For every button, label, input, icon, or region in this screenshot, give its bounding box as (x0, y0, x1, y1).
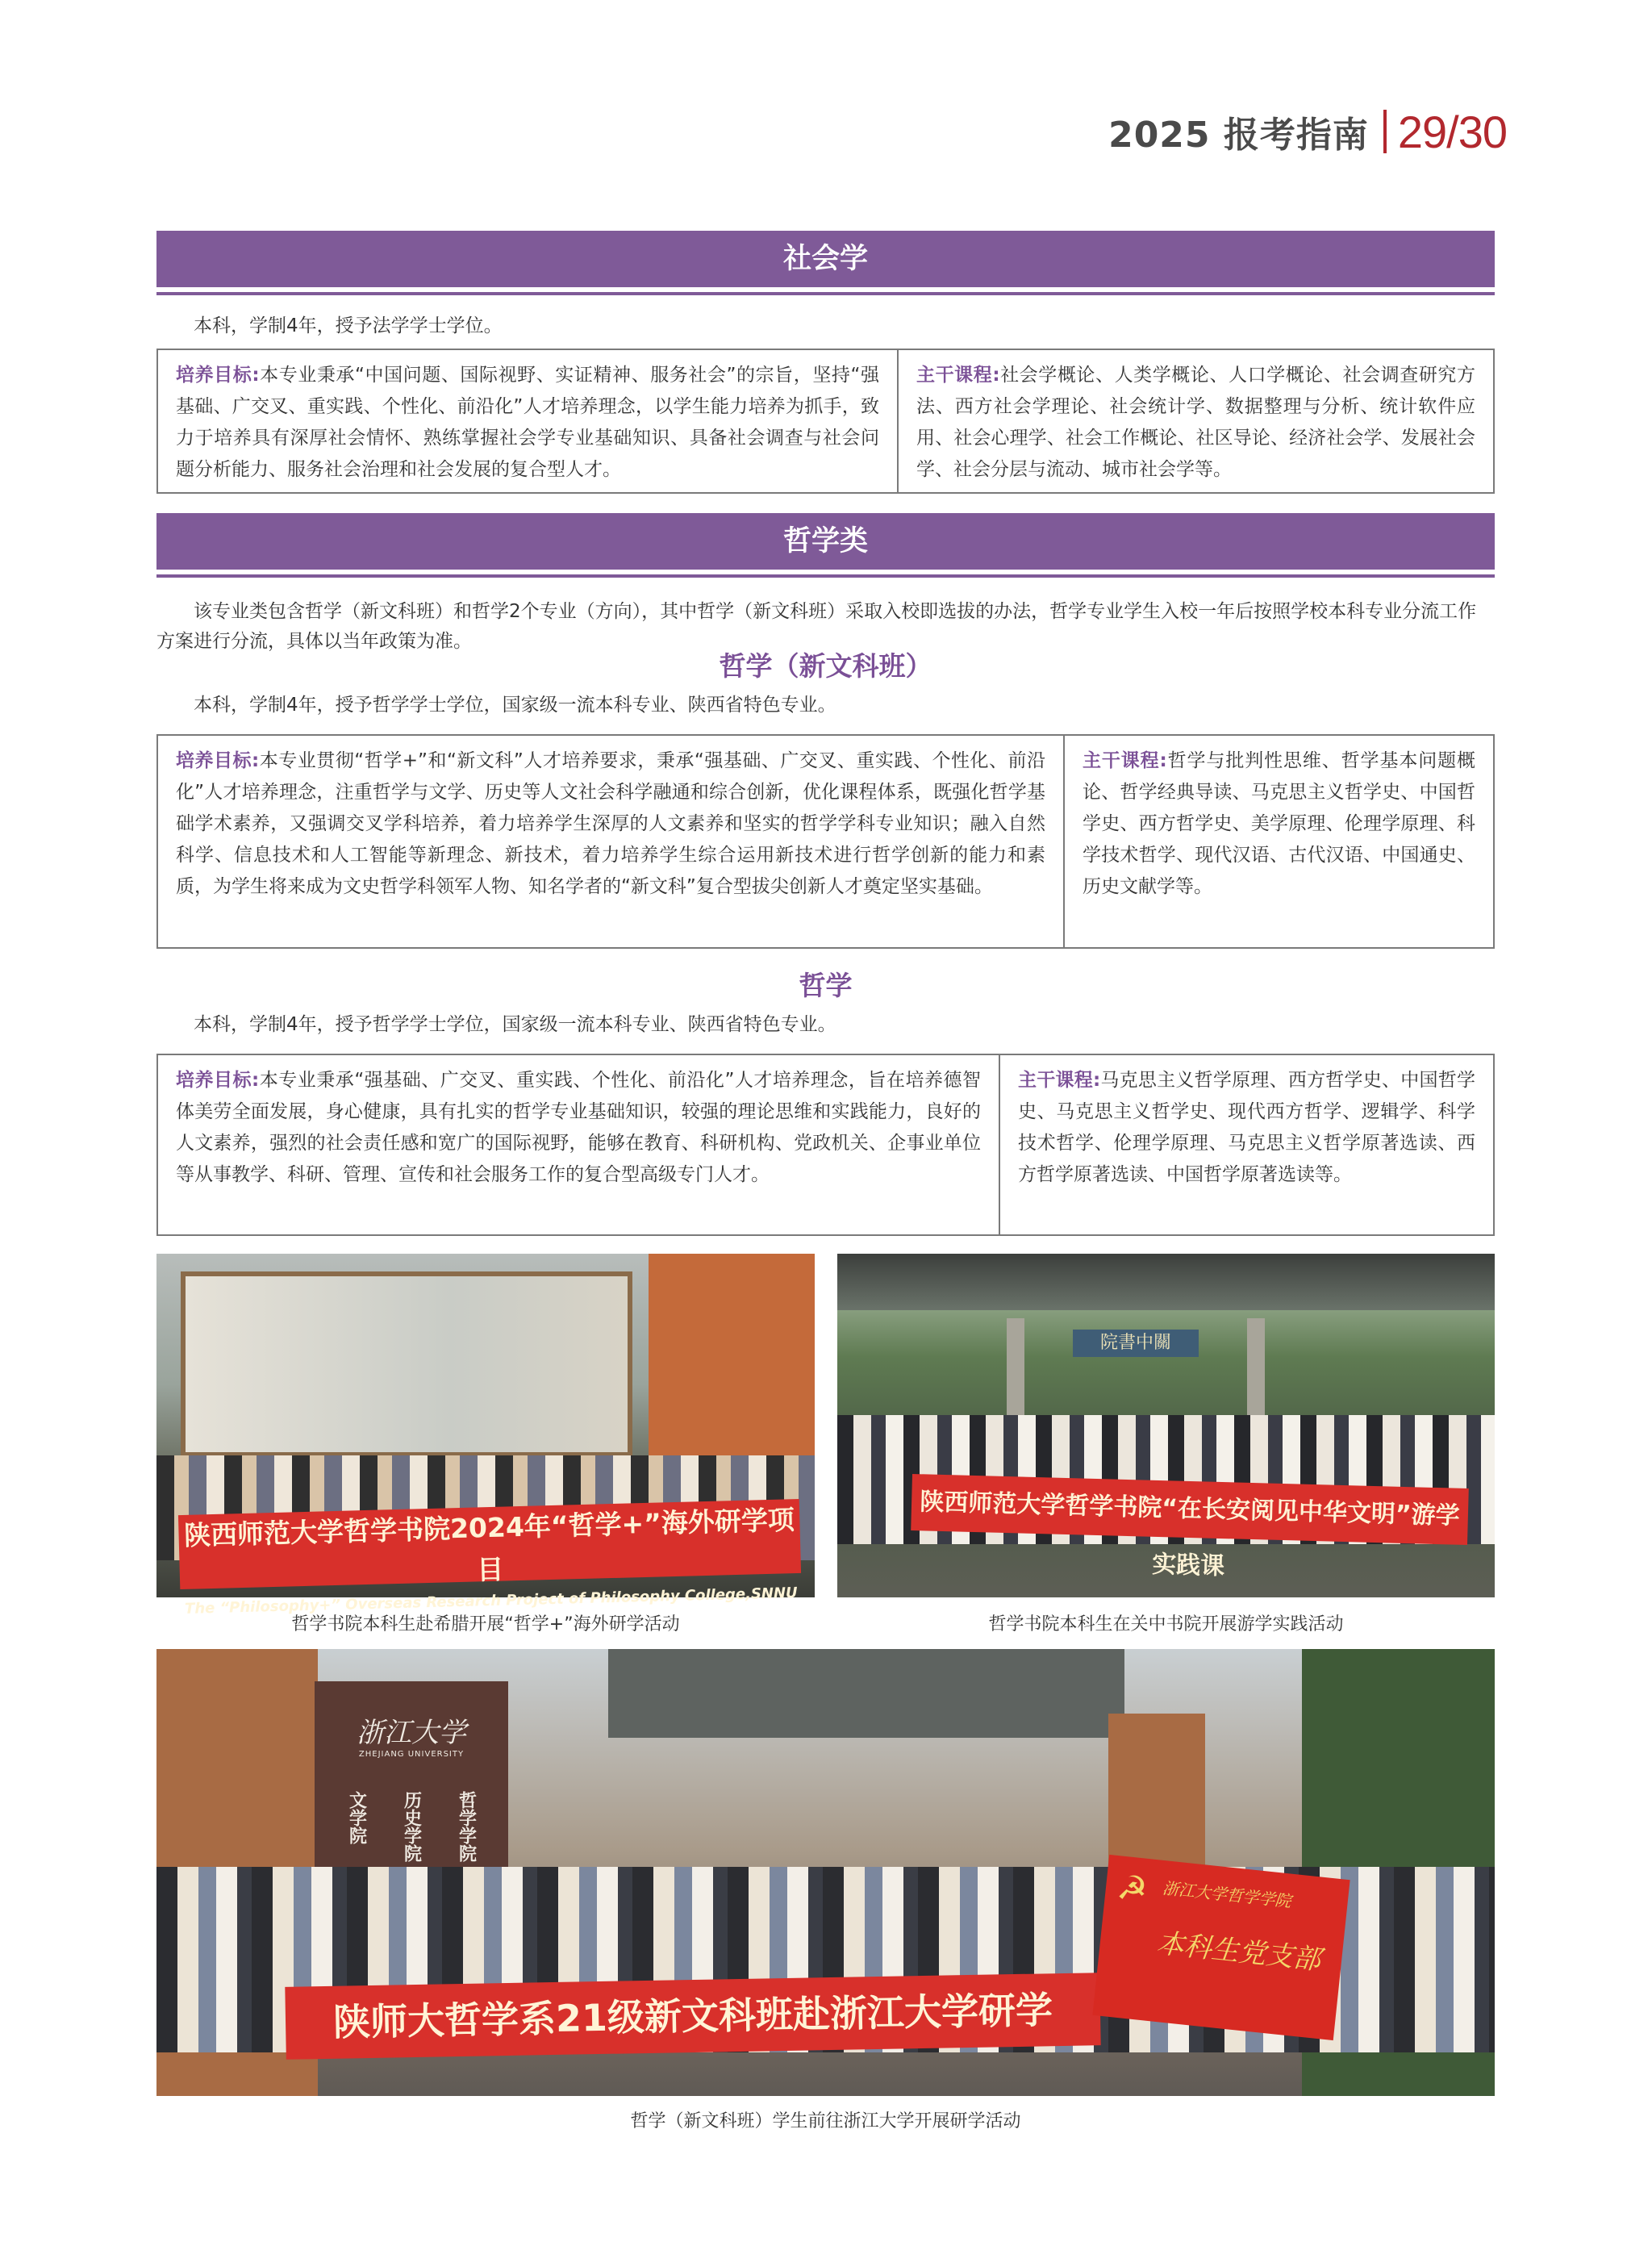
philosophy-intro: 本科，学制4年，授予哲学学士学位，国家级一流本科专业、陕西省特色专业。 (194, 1014, 836, 1035)
greece-banner (178, 1499, 801, 1618)
photo-greece-trip (156, 1254, 815, 1618)
goal-text: 本专业贯彻“哲学+”和“新文科”人才培养要求，秉承“强基础、广交叉、重实践、个性化、前沿化”人才培养理念，注重哲学与文学、历史等人文社会科学融通和综合创新，优化课程体系，既强化哲学基础学术素养，又强调交叉学科培养，着力培养学生深厚的人文素养和坚实的哲学学科专业知识；融入自然科学、信息技术和人工智能等新理念、新技术，着力培养学生综合运用新技术进行哲学创新的能力和素质，为学生将来成为文史哲学科领军人物、知名学者的“新文科”复合型拔尖创新人才奠定坚实基础。 (176, 750, 1045, 897)
course-label: 主干课程: (916, 365, 1000, 386)
main-courses (1065, 736, 1493, 947)
sign-english: ZHEJIANG UNIVERSITY (358, 1750, 465, 1759)
new-liberal-arts-intro: 本科，学制4年，授予哲学学士学位，国家级一流本科专业、陕西省特色专业。 (194, 695, 836, 716)
new-liberal-arts-info-box (156, 734, 1495, 949)
banner-chinese: 陕西师范大学哲学书院2024年“哲学+”海外研学项目 (183, 1504, 795, 1586)
roof-eaves (837, 1254, 1495, 1310)
course-label: 主干课程: (1018, 1070, 1101, 1091)
guanzhong-banner: 陕西师范大学哲学书院“在长安阅见中华文明”游学实践课 (911, 1474, 1469, 1545)
training-goal (158, 1055, 1000, 1234)
main-courses (899, 350, 1493, 492)
sociology-intro: 本科，学制4年，授予法学学士学位。 (194, 315, 503, 336)
main-courses (1000, 1055, 1493, 1234)
goal-label: 培养目标: (176, 750, 260, 771)
section-title-philosophy-class: 哲学类 (156, 513, 1495, 570)
sociology-info-box (156, 349, 1495, 494)
goal-text: 本专业秉承“中国问题、国际视野、实证精神、服务社会”的宗旨，坚持“强基础、广交叉、重实践、个性化、前沿化”人才培养理念，以学生能力培养为抓手，致力于培养具有深厚社会情怀、熟练掌握社会学专业基础知识、具备社会调查与社会问题分析能力、服务社会治理和社会发展的复合型人才。 (176, 365, 880, 480)
building-windows (181, 1271, 632, 1457)
training-goal (158, 350, 899, 492)
flag-line-1: 浙江大学哲学学院 (1162, 1878, 1292, 1911)
course-label: 主干课程: (1083, 750, 1167, 771)
photo-zhejiang-university (156, 1649, 1495, 2096)
zhejiang-banner: 陕师大哲学系21级新文科班赴浙江大学研学 (285, 1973, 1100, 2060)
college-philosophy: 哲学学院 (456, 1791, 477, 1862)
section-underline (156, 574, 1495, 578)
banner-english: The “Philosophy+” Overseas Research Project of Philosophy College,SNNU (184, 1584, 798, 1618)
course-text: 哲学与批判性思维、哲学基本问题概论、哲学经典导读、马克思主义哲学史、中国哲学史、西方哲学史、美学原理、伦理学原理、科学技术哲学、现代汉语、古代汉语、中国通史、历史文献学等。 (1083, 750, 1476, 897)
hammer-sickle-icon: ☭ (1115, 1867, 1150, 1910)
sign-title: 浙江大学 (357, 1717, 466, 1749)
guide-title: 2025 报考指南 (1108, 115, 1369, 156)
photo-guanzhong-academy (837, 1254, 1495, 1597)
gate-sign: 院書中關 (1073, 1330, 1199, 1357)
party-flag (1092, 1855, 1350, 2040)
section-underline (156, 292, 1495, 295)
section-title-sociology: 社会学 (156, 231, 1495, 287)
page-number: 29/30 (1397, 106, 1507, 157)
goal-text: 本专业秉承“强基础、广交叉、重实践、个性化、前沿化”人才培养理念，旨在培养德智体美劳全面发展，身心健康，具有扎实的哲学专业基础知识，较强的理论思维和实践能力，良好的人文素养，强烈的社会责任感和宽广的国际视野，能够在教育、科研机构、党政机关、企事业单位等从事教学、科研、管理、宣传和社会服务工作的复合型高级专门人才。 (176, 1070, 981, 1185)
college-history: 历史学院 (401, 1791, 422, 1862)
philosophy-class-intro: 该专业类包含哲学（新文科班）和哲学2个专业（方向），其中哲学（新文科班）采取入校即选拔的办法，哲学专业学生入校一年后按照学校本科专业分流工作方案进行分流，具体以当年政策为准。 (156, 601, 1477, 652)
page-header (1108, 106, 1507, 157)
course-text: 马克思主义哲学原理、西方哲学史、中国哲学史、马克思主义哲学史、现代西方哲学、逻辑学、科学技术哲学、伦理学原理、马克思主义哲学原著选读、西方哲学原著选读、中国哲学原著选读等。 (1018, 1070, 1476, 1185)
header-divider (1383, 110, 1387, 153)
building-canopy (608, 1649, 1124, 1738)
flag-line-2: 本科生党支部 (1155, 1927, 1323, 1977)
training-goal (158, 736, 1065, 947)
subsection-title-philosophy: 哲学 (799, 970, 853, 1001)
subsection-title-new-liberal-arts: 哲学（新文科班） (719, 650, 932, 682)
goal-label: 培养目标: (176, 1070, 260, 1091)
course-text: 社会学概论、人类学概论、人口学概论、社会调查研究方法、西方社会学理论、社会统计学、数据整理与分析、统计软件应用、社会心理学、社会工作概论、社区导论、经济社会学、发展社会学、社会分层与流动、城市社会学等。 (916, 365, 1475, 480)
college-names (315, 1791, 508, 1862)
goal-label: 培养目标: (176, 365, 260, 386)
photo-caption: 哲学书院本科生在关中书院开展游学实践活动 (988, 1614, 1344, 1635)
photo-caption: 哲学书院本科生赴希腊开展“哲学+”海外研学活动 (291, 1614, 680, 1635)
philosophy-info-box (156, 1054, 1495, 1236)
college-literature: 文学院 (346, 1791, 367, 1844)
photo-caption: 哲学（新文科班）学生前往浙江大学开展研学活动 (630, 2111, 1021, 2131)
